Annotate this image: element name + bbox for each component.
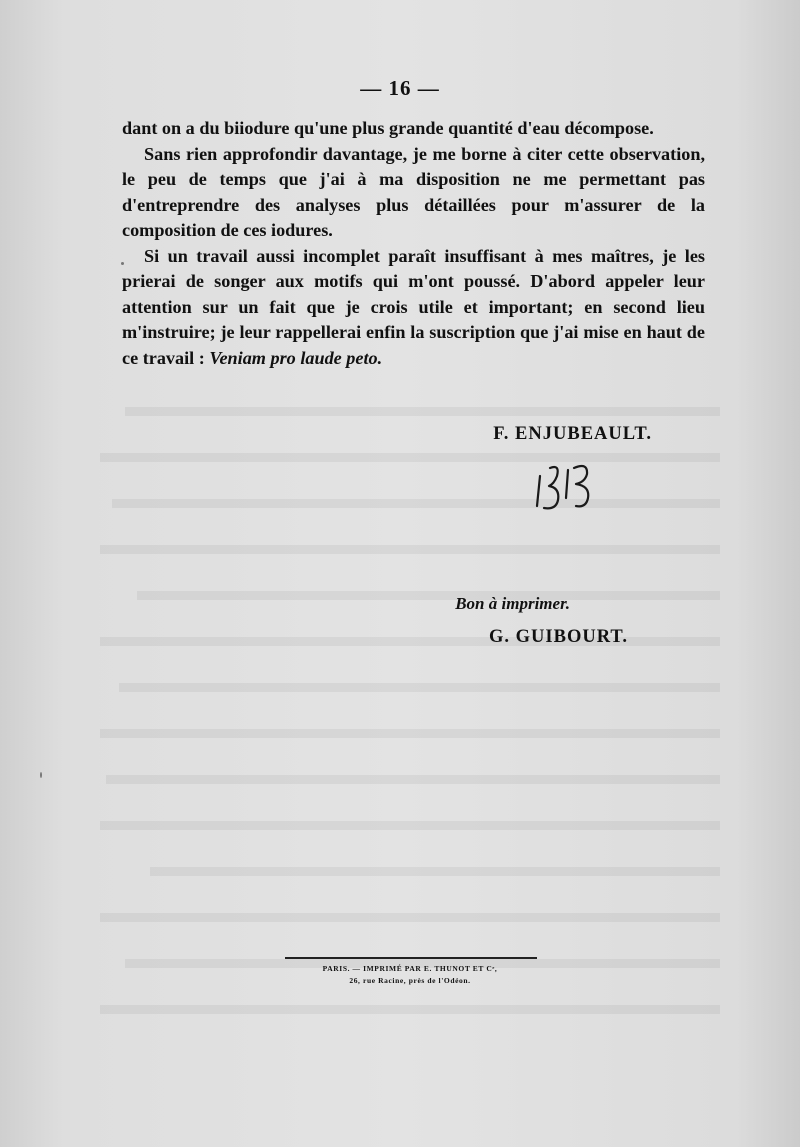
author-signature: F. ENJUBEAULT. [493,424,652,444]
bleed-through-texture [100,380,720,1020]
paragraph-1: dant on a du biiodure qu'une plus grande quantité d'eau décompose. [122,118,654,138]
imprint-line-2: 26, rue Racine, près de l'Odéon. [349,976,471,985]
page-speck [40,772,42,778]
paragraph-3 [122,244,705,372]
motto: Veniam pro laude peto. [209,347,383,368]
printer-imprint [270,963,550,987]
paragraph-3-text: Si un travail aussi incomplet paraît insuffisant à mes maîtres, je les prierai de songer aux motifs qui m'ont poussé. D'abord appeler leur attention sur un fait que je crois utile et important; en second lieu m'instruire; je leur rappellerai enfin la suscription que j'ai mise en haut de ce travail : [122,245,705,368]
page-speck [121,262,124,265]
imprint-line-1: PARIS. — IMPRIMÉ PAR E. THUNOT ET Cᵉ, [322,964,498,973]
body-text [122,116,705,371]
page-number: — 16 — [360,76,440,100]
approval-note: Bon à imprimer. [455,594,570,613]
approver-signature: G. GUIBOURT. [489,627,628,647]
paragraph-2: Sans rien approfondir davantage, je me borne à citer cette observation, le peu de temps que j'ai à ma disposition ne me permettant pas d'entreprendre des analyses plus détaillées pour m'assurer de la composition de ces iodures. [122,143,705,240]
imprint-rule [285,957,537,959]
handwritten-mark-1813 [532,458,602,516]
